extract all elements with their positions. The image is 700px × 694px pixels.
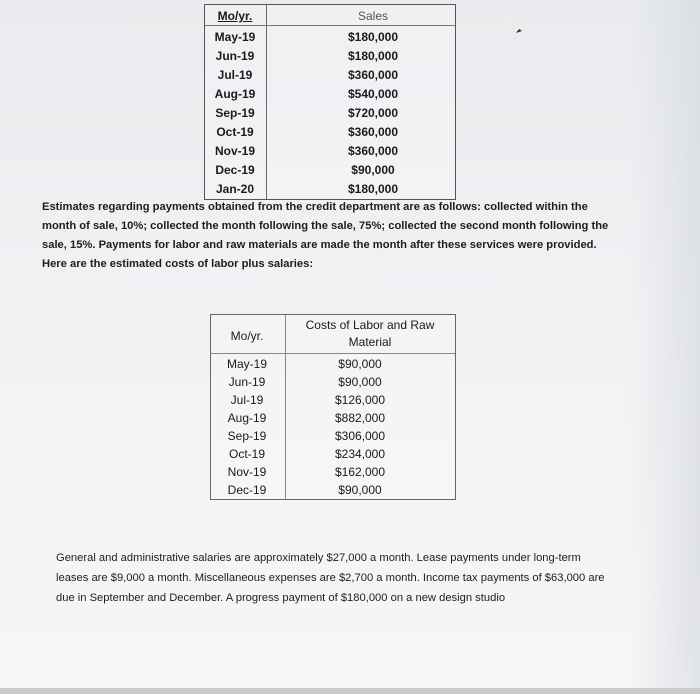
cost-header-line1: Costs of Labor and Raw — [305, 318, 435, 332]
sales-row-month: Jun-19 — [215, 49, 255, 63]
sales-row-value: $360,000 — [347, 125, 399, 139]
cost-row-month: Oct-19 — [228, 447, 265, 461]
sales-row-value: $180,000 — [347, 182, 399, 196]
sales-row-value: $360,000 — [347, 68, 399, 82]
cost-table-divider — [285, 315, 286, 499]
cost-header-title — [289, 317, 451, 351]
sales-row-month: Nov-19 — [214, 144, 255, 158]
sales-header-sales: Sales — [357, 9, 389, 23]
cost-row-month: Jun-19 — [228, 375, 266, 389]
pen-mark-icon — [515, 27, 523, 35]
cost-row-value: $306,000 — [334, 429, 386, 443]
cost-header-month: Mo/yr. — [230, 329, 264, 343]
cost-row-month: Sep-19 — [227, 429, 267, 443]
sales-row-month: May-19 — [214, 30, 256, 44]
sales-row-value: $540,000 — [347, 87, 399, 101]
cost-row-value: $90,000 — [338, 483, 382, 497]
sales-row-value: $90,000 — [351, 163, 395, 177]
sales-table-divider — [266, 5, 267, 199]
sales-row-month: Sep-19 — [215, 106, 255, 120]
sales-row-value: $720,000 — [347, 106, 399, 120]
expenses-paragraph: General and administrative salaries are approximately $27,000 a month. Lease payments under long-term leases are $9,000 a month. Miscellaneous expenses are $2,700 a month. Income tax payments of $63,000 are due in September and December. A progress payment of $180,000 on a new design studio — [56, 552, 605, 604]
cost-row-month: Jul-19 — [230, 393, 264, 407]
sales-row-month: Jan-20 — [215, 182, 255, 196]
sales-row-value: $360,000 — [347, 144, 399, 158]
cost-row-value: $882,000 — [334, 411, 386, 425]
cost-row-value: $90,000 — [338, 375, 382, 389]
cost-row-month: Dec-19 — [227, 483, 267, 497]
sales-row-month: Oct-19 — [216, 125, 254, 139]
cost-row-value: $234,000 — [334, 447, 386, 461]
sales-row-value: $180,000 — [347, 49, 399, 63]
sales-header-month: Mo/yr. — [217, 9, 253, 23]
cost-row-month: Nov-19 — [227, 465, 267, 479]
page-shadow — [630, 0, 700, 694]
cost-table — [210, 314, 456, 500]
cost-row-value: $162,000 — [334, 465, 386, 479]
cost-row-month: May-19 — [226, 357, 267, 371]
sales-table — [204, 4, 456, 200]
page-bottom-edge — [0, 688, 700, 694]
sales-row-value: $180,000 — [347, 30, 399, 44]
sales-row-month: Jul-19 — [217, 68, 253, 82]
sales-row-month: Dec-19 — [215, 163, 255, 177]
cost-row-value: $90,000 — [338, 357, 382, 371]
sales-header-rule — [205, 25, 455, 26]
cost-header-rule — [211, 353, 455, 354]
cost-row-month: Aug-19 — [227, 411, 267, 425]
sales-row-month: Aug-19 — [214, 87, 256, 101]
payments-paragraph: Estimates regarding payments obtained from the credit department are as follows: collected within the month of sale, 10%; collected the month following the sale, 75%; collected the second month following the sale, 15%. Payments for labor and raw materials are made the month after these services were provided. Here are the estimated costs of labor plus salaries: — [42, 201, 609, 270]
cost-header-line2: Material — [348, 335, 392, 349]
cost-row-value: $126,000 — [334, 393, 386, 407]
